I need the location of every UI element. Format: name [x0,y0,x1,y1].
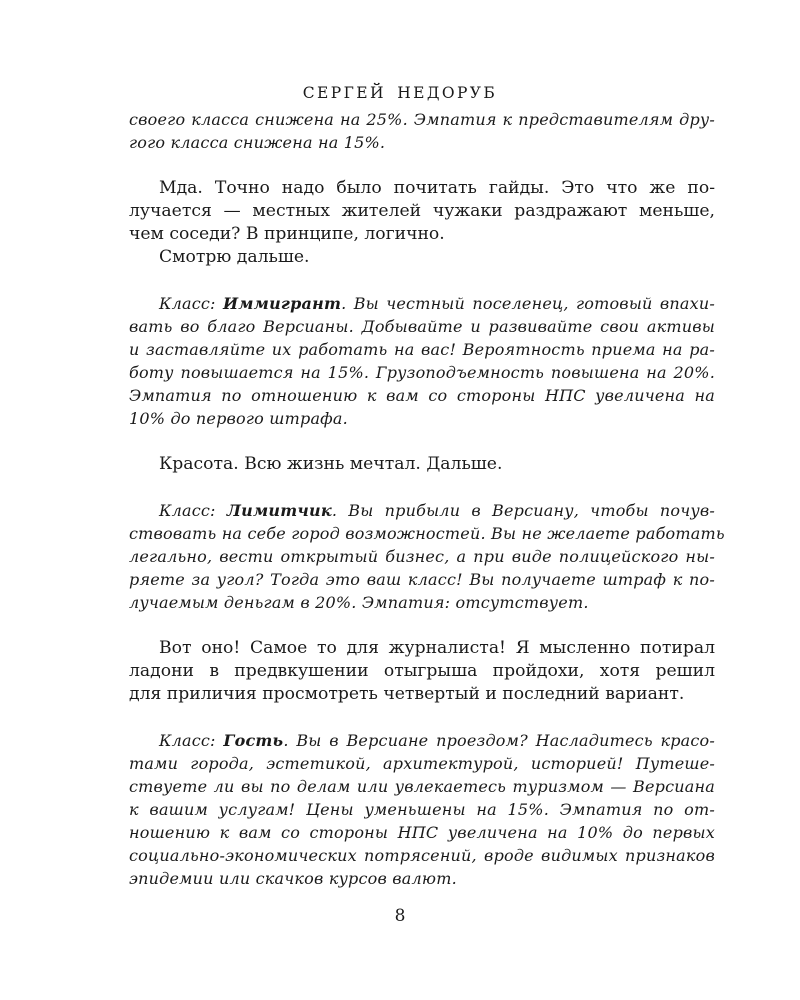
text-line: легально, вести открытый бизнес, а при виде полицейского ны- [129,547,715,566]
class-name: Гость [223,731,284,750]
text-line: своего класса снижена на 25%. Эмпатия к представителям дру- [129,110,715,129]
class-description-immigrant: Класс: Иммигрант. Вы честный поселенец, готовый впахи- [159,294,715,313]
page-number: 8 [394,906,406,926]
text-line: 10% до первого штрафа. [129,409,348,428]
text-line: тами города, эстетикой, архитектурой, историей! Путеше- [129,754,715,773]
text-line: ствуете ли вы по делам или увлекаетесь туризмом — Версиана [129,777,715,796]
text-line: Смотрю дальше. [159,247,310,267]
text-line: Вот оно! Самое то для журналиста! Я мысленно потирал [159,638,715,658]
text-line: гого класса снижена на 15%. [129,133,386,152]
text-line: ствовать на себе город возможностей. Вы не желаете работать [129,524,725,543]
class-name: Иммигрант [222,294,342,313]
text-line: для приличия просмотреть четвертый и последний вариант. [129,684,685,704]
class-name: Лимитчик [226,501,332,520]
text-line: Эмпатия по отношению к вам со стороны НПС увеличена на [129,386,715,405]
text-line: Красота. Всю жизнь мечтал. Дальше. [159,454,503,474]
class-description-guest: Класс: Гость. Вы в Версиане проездом? Насладитесь красо- [159,731,715,750]
class-description-limitchik: Класс: Лимитчик. Вы прибыли в Версиану, чтобы почув- [159,501,715,520]
text-line: боту повышается на 15%. Грузоподъемность повышена на 20%. [129,363,715,382]
text-line: чем соседи? В принципе, логично. [129,224,445,244]
text-line: и заставляйте их работать на вас! Вероятность приема на ра- [129,340,715,359]
text-line: эпидемии или скачков курсов валют. [129,869,457,888]
text-line: социально-экономических потрясений, вроде видимых признаков [129,846,715,865]
text-line: ношению к вам со стороны НПС увеличена на 10% до первых [129,823,715,842]
text-line: Мда. Точно надо было почитать гайды. Это что же по- [159,178,715,198]
text-line: лучается — местных жителей чужаки раздражают меньше, [129,201,715,221]
text-line: лучаемым деньгам в 20%. Эмпатия: отсутствует. [129,593,589,612]
text-line: вать во благо Версианы. Добывайте и развивайте свои активы [129,317,715,336]
text-line: ряете за угол? Тогда это ваш класс! Вы получаете штраф к по- [129,570,715,589]
text-line: ладони в предвкушении отыгрыша пройдохи, хотя решил [129,661,715,681]
running-header: СЕРГЕЙ НЕДОРУБ [302,84,498,102]
text-line: к вашим услугам! Цены уменьшены на 15%. Эмпатия по от- [129,800,715,819]
page-body [129,108,725,890]
